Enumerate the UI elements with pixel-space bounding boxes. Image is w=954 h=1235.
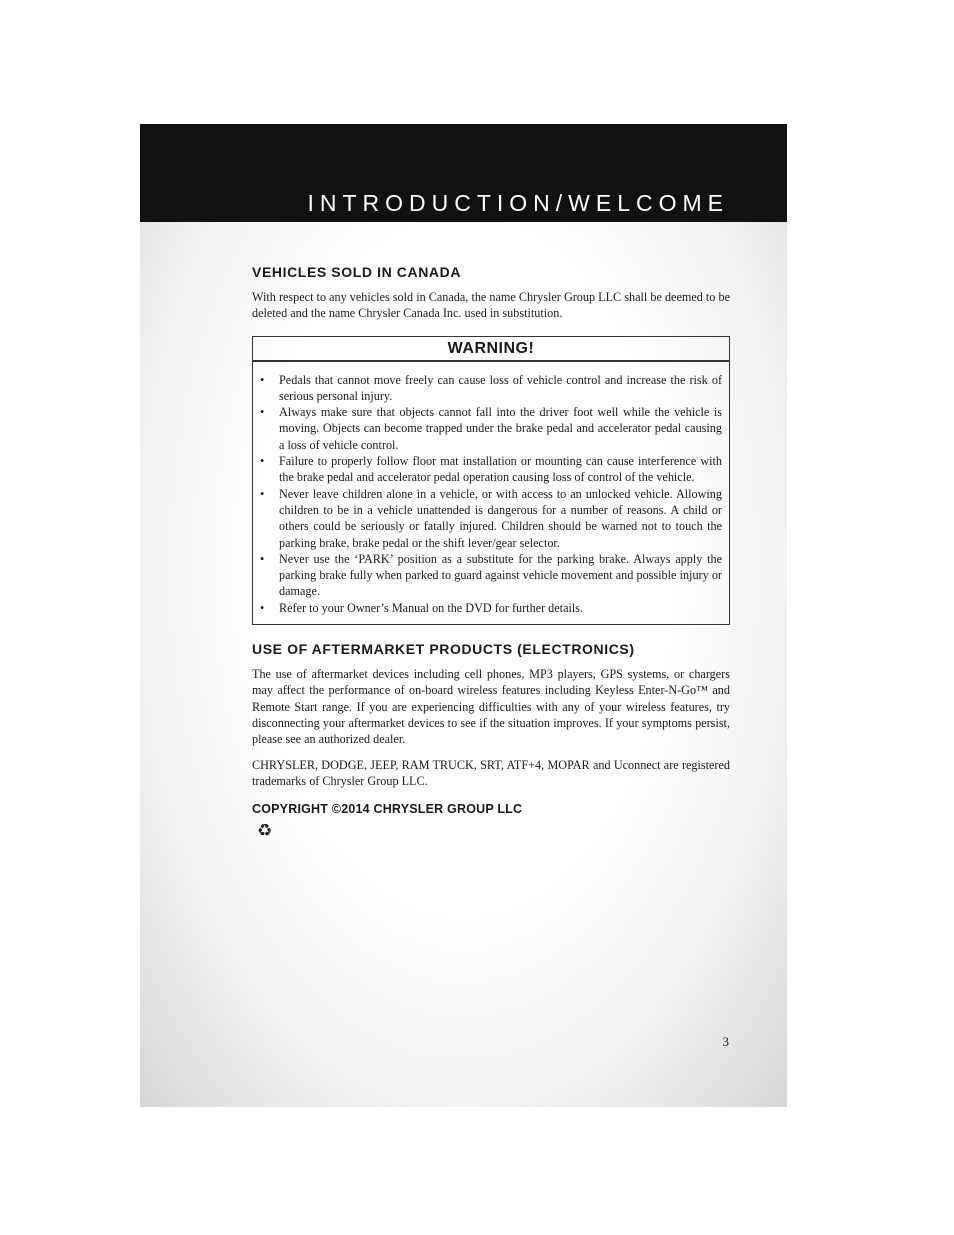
- page-title: INTRODUCTION/WELCOME: [307, 190, 729, 216]
- bullet: •: [260, 486, 265, 501]
- aftermarket-section: [252, 641, 730, 789]
- warning-list: [253, 362, 729, 624]
- canada-heading: VEHICLES SOLD IN CANADA: [252, 264, 462, 280]
- bullet: •: [260, 600, 265, 615]
- aftermarket-heading: USE OF AFTERMARKET PRODUCTS (ELECTRONICS): [252, 641, 635, 658]
- warning-item: • Refer to your Owner’s Manual on the DVD for further details.: [260, 600, 584, 615]
- canada-body: With respect to any vehicles sold in Canada, the name Chrysler Group LLC shall be deemed to be deleted and the name Chrysler Canada Inc. used in substitution.: [252, 290, 730, 321]
- copyright-line: COPYRIGHT ©2014 CHRYSLER GROUP LLC: [252, 802, 523, 817]
- warning-item: • Pedals that cannot move freely can cause loss of vehicle control and increase the risk of serious personal injury.: [260, 372, 722, 403]
- warning-item: • Never leave children alone in a vehicle, or with access to an unlocked vehicle. Allowing children to be in a vehicle unattended is dangerous for a number of reasons. A child or others could be seriously or fatally injured. Children should be warned not to touch the parking brake, brake pedal or the shift lever/gear selector.: [260, 486, 722, 550]
- warning-title: WARNING!: [253, 337, 729, 362]
- page-content: [252, 264, 730, 841]
- trademarks-text: CHRYSLER, DODGE, JEEP, RAM TRUCK, SRT, ATF+4, MOPAR and Uconnect are registered trademarks of Chrysler Group LLC.: [252, 757, 730, 788]
- bullet: •: [260, 405, 265, 420]
- canada-section: [252, 264, 730, 322]
- recycle-icon: ♻: [257, 821, 273, 841]
- aftermarket-body: The use of aftermarket devices including cell phones, MP3 players, GPS systems, or chargers may affect the performance of on-board wireless features including Keyless Enter-N-Go™ and Remote Start range. If you are experiencing difficulties with any of your wireless features, try disconnecting your aftermarket devices to see if the situation improves. If your symptoms persist, please see an authorized dealer.: [252, 667, 730, 747]
- manual-page: [140, 124, 787, 1107]
- warning-item: • Never use the ‘PARK’ position as a substitute for the parking brake. Always apply the parking brake fully when parked to guard against vehicle movement and possible injury or damage.: [260, 551, 722, 599]
- header-band: [140, 124, 787, 222]
- warning-item: • Always make sure that objects cannot fall into the driver foot well while the vehicle is moving. Objects can become trapped under the brake pedal and accelerator pedal causing a loss of vehicle control.: [260, 405, 722, 452]
- page-number: 3: [722, 1034, 729, 1049]
- warning-box: [252, 336, 730, 625]
- warning-item: • Failure to properly follow floor mat installation or mounting can cause interference with the brake pedal and accelerator pedal operation causing loss of control of the vehicle.: [260, 454, 722, 485]
- bullet: •: [260, 372, 265, 387]
- bullet: •: [260, 454, 265, 469]
- bullet: •: [260, 551, 265, 566]
